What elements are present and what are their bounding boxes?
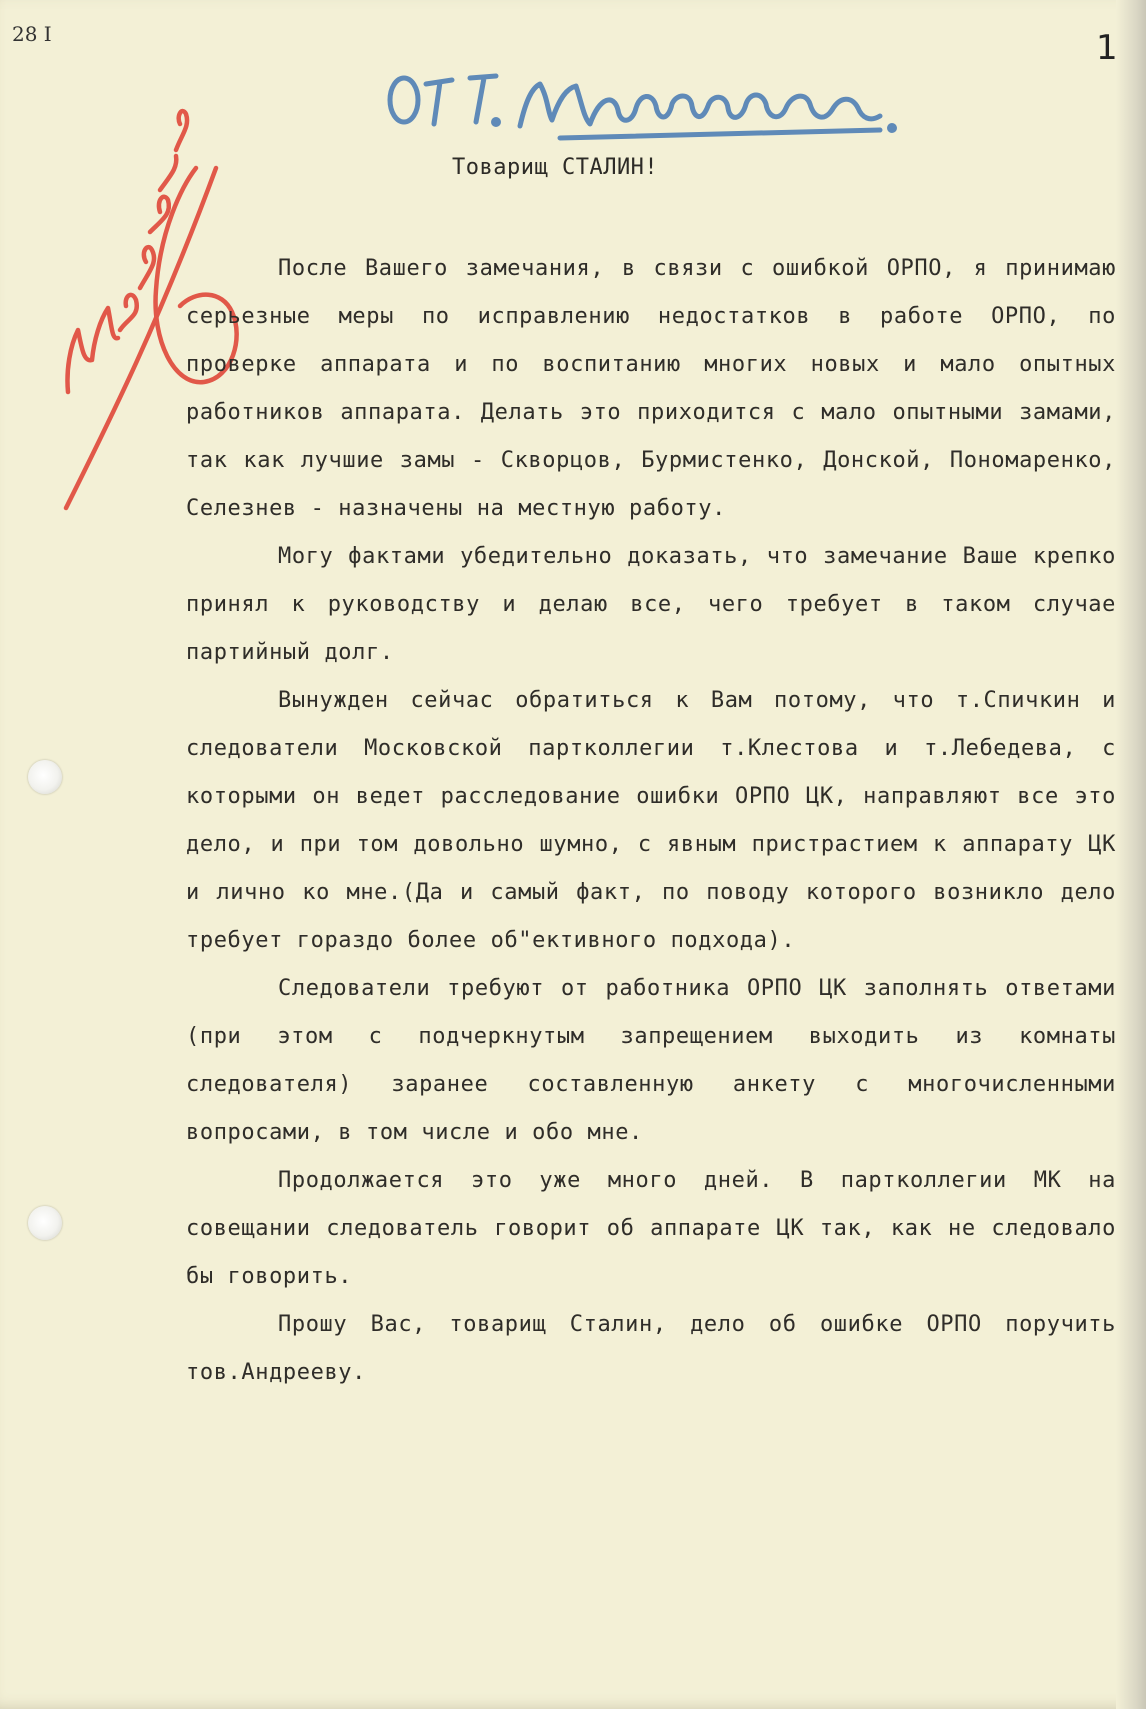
paragraph-3 (186, 677, 1116, 965)
archive-mark: 28 I (12, 22, 52, 46)
paragraph-5 (186, 1157, 1116, 1301)
paragraph-4-text: Следователи требуют от работника ОРПО ЦК заполнять ответами (при этом с подчеркнутым запрещением выходить из комнаты следователя) заранее составленную анкету с многочисленными вопросами, в том числе и обо мне. (186, 976, 1116, 1145)
paragraph-6 (186, 1301, 1116, 1397)
paragraph-4 (186, 965, 1116, 1157)
paragraph-2 (186, 533, 1116, 677)
salutation: Товарищ СТАЛИН! (452, 155, 659, 180)
paragraph-6-text: Прошу Вас, товарищ Сталин, дело об ошибке ОРПО поручить тов.Андрееву. (186, 1312, 1116, 1385)
paragraph-2-text: Могу фактами убедительно доказать, что замечание Ваше крепко принял к руководству и делаю все, чего требует в таком случае партийный долг. (186, 544, 1116, 665)
letter-body (186, 245, 1116, 1397)
paragraph-1 (186, 245, 1116, 533)
paragraph-3-text: Вынужден сейчас обратиться к Вам потому, что т.Спичкин и следователи Московской партколлегии т.Клестова и т.Лебедева, с которыми он ведет расследование ошибки ОРПО ЦК, направляют все это дело, и при том довольно шумно, с явным пристрастием к аппарату ЦК и лично ко мне.(Да и самый факт, по поводу которого возникло дело требует гораздо более об"ективного подхода). (186, 688, 1116, 953)
page-number: 1 (1096, 28, 1118, 68)
paragraph-5-text: Продолжается это уже много дней. В партколлегии МК на совещании следователь говорит об аппарате ЦК так, как не следовало бы говорить. (186, 1168, 1116, 1289)
paragraph-1-text: После Вашего замечания, в связи с ошибкой ОРПО, я принимаю серьезные меры по исправлению недостатков в работе ОРПО, по проверке аппарата и по воспитанию многих новых и мало опытных работников аппарата. Делать это приходится с мало опытными замами, так как лучшие замы - Скворцов, Бурмистенко, Донской, Пономаренко, Селезнев - назначены на местную работу. (186, 256, 1116, 521)
blue-header-handwriting (390, 76, 895, 138)
